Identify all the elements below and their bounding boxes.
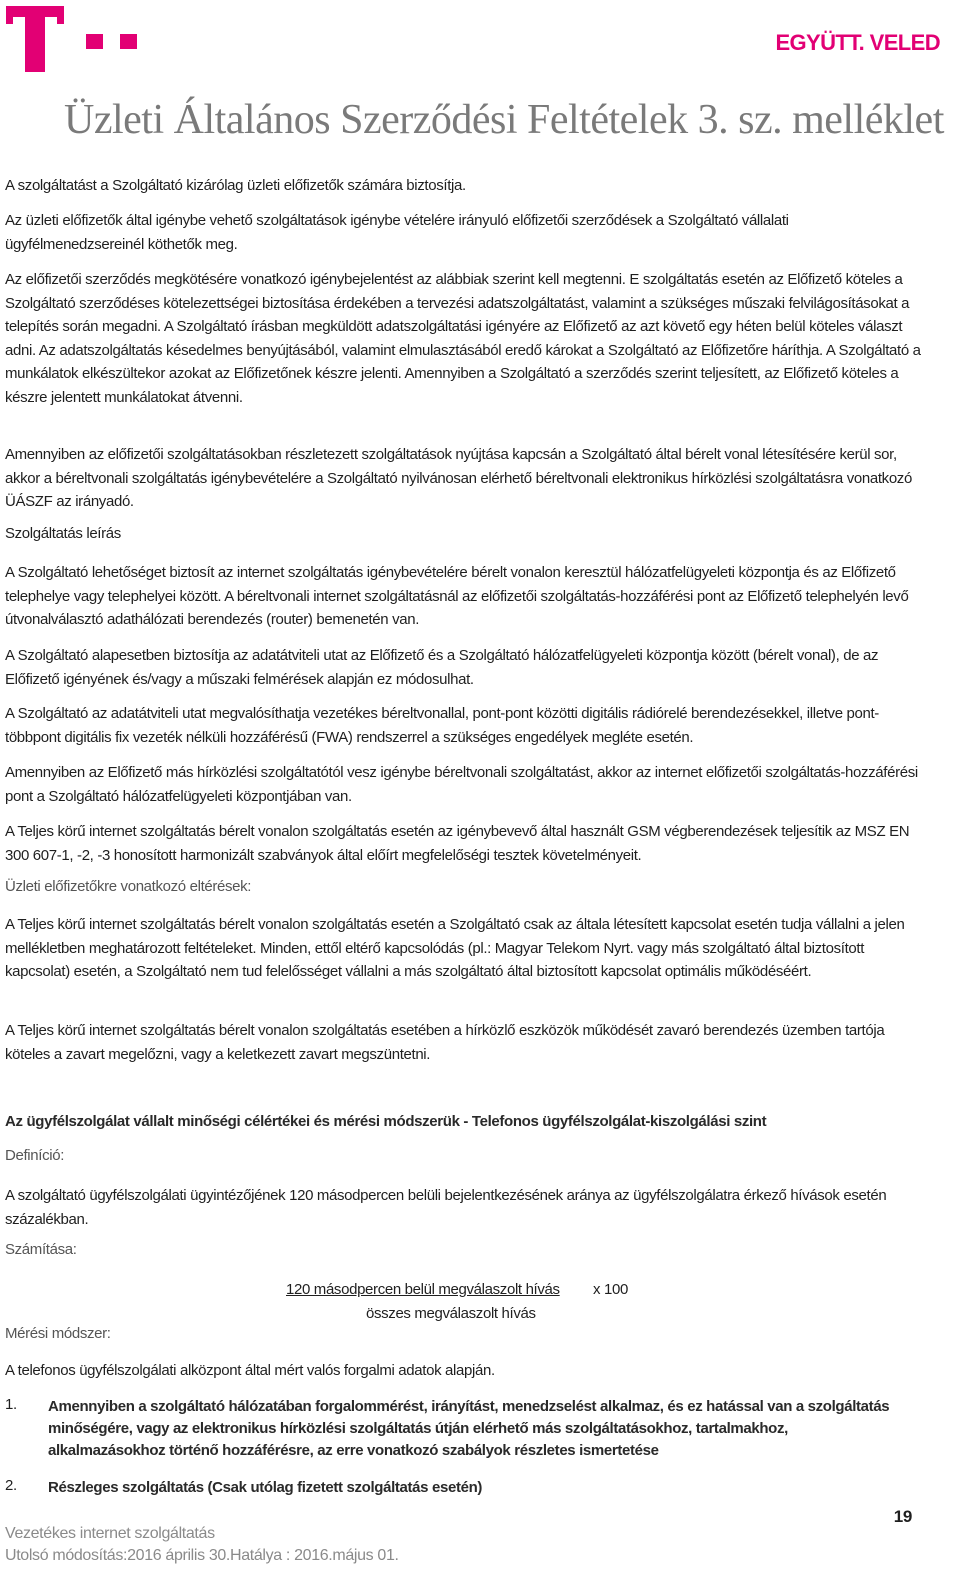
- page-number: 19: [893, 1507, 912, 1526]
- paragraph: A Teljes körű internet szolgáltatás bérelt vonalon szolgáltatás esetén a Szolgáltató csak az általa létesített kapcsolat esetén tudja vállalni a jelen mellékletben meghatározott feltételeket. Minden, ettől eltérő kapcsolódás (pl.: Magyar Telekom Nyrt. vagy más szolgáltató által biztosított kapcsolat) esetén, a Szolgáltató nem tud felelősséget vállalni a más szolgáltató által biztosított kapcsolat optimális működéséért.: [5, 916, 905, 980]
- calculation-label: Számítása:: [5, 1241, 77, 1258]
- footer-modified: Utolsó módosítás:2016 április 30.Hatálya : 2016.május 01.: [5, 1547, 399, 1564]
- list-number: 2.: [5, 1477, 17, 1494]
- list-number: 1.: [5, 1396, 17, 1413]
- paragraph: A Teljes körű internet szolgáltatás bérelt vonalon szolgáltatás esetében a hírközlő eszközök működését zavaró berendezés üzemben tartója köteles a zavart megelőzni, vagy a keletkezett zavart megszüntetni.: [5, 1022, 885, 1063]
- paragraph: Amennyiben az előfizetői szolgáltatásokban részletezett szolgáltatások nyújtása kapcsán a Szolgáltató által bérelt vonal létesítésére kerül sor, akkor a béreltvonali szolgáltatás igénybevételére a Szolgáltató nyilvánosan elérhető béreltvonali elektronikus hírközlési szolgáltatásra vonatkozó ÜÁSZF az irányadó.: [5, 446, 912, 510]
- formula-denominator: összes megválaszolt hívás: [366, 1305, 536, 1322]
- paragraph: Amennyiben az Előfizető más hírközlési szolgáltatótól vesz igénybe béreltvonali szolgáltatást, akkor az internet előfizetői szolgáltatás-hozzáférési pont a Szolgáltató hálózatfelügyeleti központjában van.: [5, 764, 918, 805]
- paragraph: A szolgáltatást a Szolgáltató kizárólag üzleti előfizetők számára biztosítja.: [5, 177, 466, 194]
- page-title: Üzleti Általános Szerződési Feltételek 3. sz. melléklet: [64, 97, 944, 143]
- formula-numerator: 120 másodpercen belül megválaszolt hívás: [286, 1281, 560, 1298]
- paragraph: A Teljes körű internet szolgáltatás bérelt vonalon szolgáltatás esetén az igénybevevő által használt GSM végberendezések teljesítik az MSZ EN 300 607-1, -2, -3 honosított harmonizált szabványok által előírt megfelelőségi tesztek követelményeit.: [5, 823, 910, 864]
- logo-dot: [120, 34, 137, 49]
- paragraph: A telefonos ügyfélszolgálati alközpont által mért valós forgalmi adatok alapján.: [5, 1362, 495, 1379]
- section-heading: Az ügyfélszolgálat vállalt minőségi célértékei és mérési módszerük - Telefonos ügyfélszolgálat-kiszolgálási szint: [5, 1113, 767, 1130]
- paragraph: Az előfizetői szerződés megkötésére vonatkozó igénybejelentést az alábbiak szerint kell megtenni. E szolgáltatás esetén az Előfizető köteles a Szolgáltató szerződéses kötelezettségei biztosítása érdekében a tervezési adatszolgáltatást, valamint a szükséges műszaki felvilágosításokat a telepítés során megadni. A Szolgáltató írásban megküldött adatszolgáltatási igényére az Előfizető az azt követő egy héten belül köteles választ adni. Az adatszolgáltatás késedelmes benyújtásából, valamint elmulasztásából eredő károkat a Szolgáltató az Előfizetőre háríthja. A Szolgáltató a munkálatok elkészültekor azokat az Előfizetőnek készre jelenti. Amennyiben a Szolgáltató a szerződés szerint teljesített, az Előfizető köteles a készre jelentett munkálatokat átvenni.: [5, 271, 921, 406]
- method-label: Mérési módszer:: [5, 1325, 111, 1342]
- paragraph: A Szolgáltató alapesetben biztosítja az adatátviteli utat az Előfizető és a Szolgáltató hálózatfelügyeleti központja között (bérelt vonal), de az Előfizető igényének és/vagy a műszaki felmérések alapján ez módosulhat.: [5, 647, 879, 688]
- paragraph: A szolgáltató ügyfélszolgálati ügyintézőjének 120 másodpercen belüli bejelentkezésének aránya az ügyfélszolgálatra érkező hívások esetén százalékban.: [5, 1187, 887, 1228]
- section-heading: Üzleti előfizetőkre vonatkozó eltérések:: [5, 878, 252, 895]
- list-item: Részleges szolgáltatás (Csak utólag fizetett szolgáltatás esetén): [48, 1479, 483, 1496]
- telekom-t-logo: [6, 6, 64, 72]
- slogan: EGYÜTT. VELED: [775, 30, 940, 55]
- formula-multiplier: x 100: [593, 1281, 628, 1298]
- section-heading: Szolgáltatás leírás: [5, 525, 121, 542]
- definition-label: Definíció:: [5, 1147, 65, 1164]
- paragraph: A Szolgáltató az adatátviteli utat megvalósíthatja vezetékes béreltvonallal, pont-pont közötti digitális rádiórelé berendezésekkel, illetve pont-többpont digitális fix vezeték nélküli hozzáférésű (FWA) rendszerrel a szükséges engedélyek megléte esetén.: [5, 705, 879, 746]
- footer-service: Vezetékes internet szolgáltatás: [5, 1525, 215, 1542]
- paragraph: A Szolgáltató lehetőséget biztosít az internet szolgáltatás igénybevételére bérelt vonalon keresztül hálózatfelügyeleti központja és az Előfizető telephelye vagy telephelyei között. A béreltvonali internet szolgáltatásnál az előfizetői szolgáltatás-hozzáférési pont az Előfizető telephelyén levő útvonalválasztó adathálózati berendezés (router) bemenetén van.: [5, 564, 909, 628]
- logo-dot: [86, 34, 103, 49]
- list-item: Amennyiben a szolgáltató hálózatában forgalommérést, irányítást, menedzselést alkalmaz, és ez hatással van a szolgáltatás minőségére, vagy az elektronikus hírközlési szolgáltatás útján elérhető más szolgáltatásokhoz, tartalmakhoz, alkalmazásokhoz történő hozzáférésre, az erre vonatkozó szabályok részletes ismertetése: [48, 1398, 890, 1459]
- paragraph: Az üzleti előfizetők által igénybe vehető szolgáltatások igénybe vételére irányuló előfizetői szerződések a Szolgáltató vállalati ügyfélmenedzsereinél köthetők meg.: [5, 212, 789, 253]
